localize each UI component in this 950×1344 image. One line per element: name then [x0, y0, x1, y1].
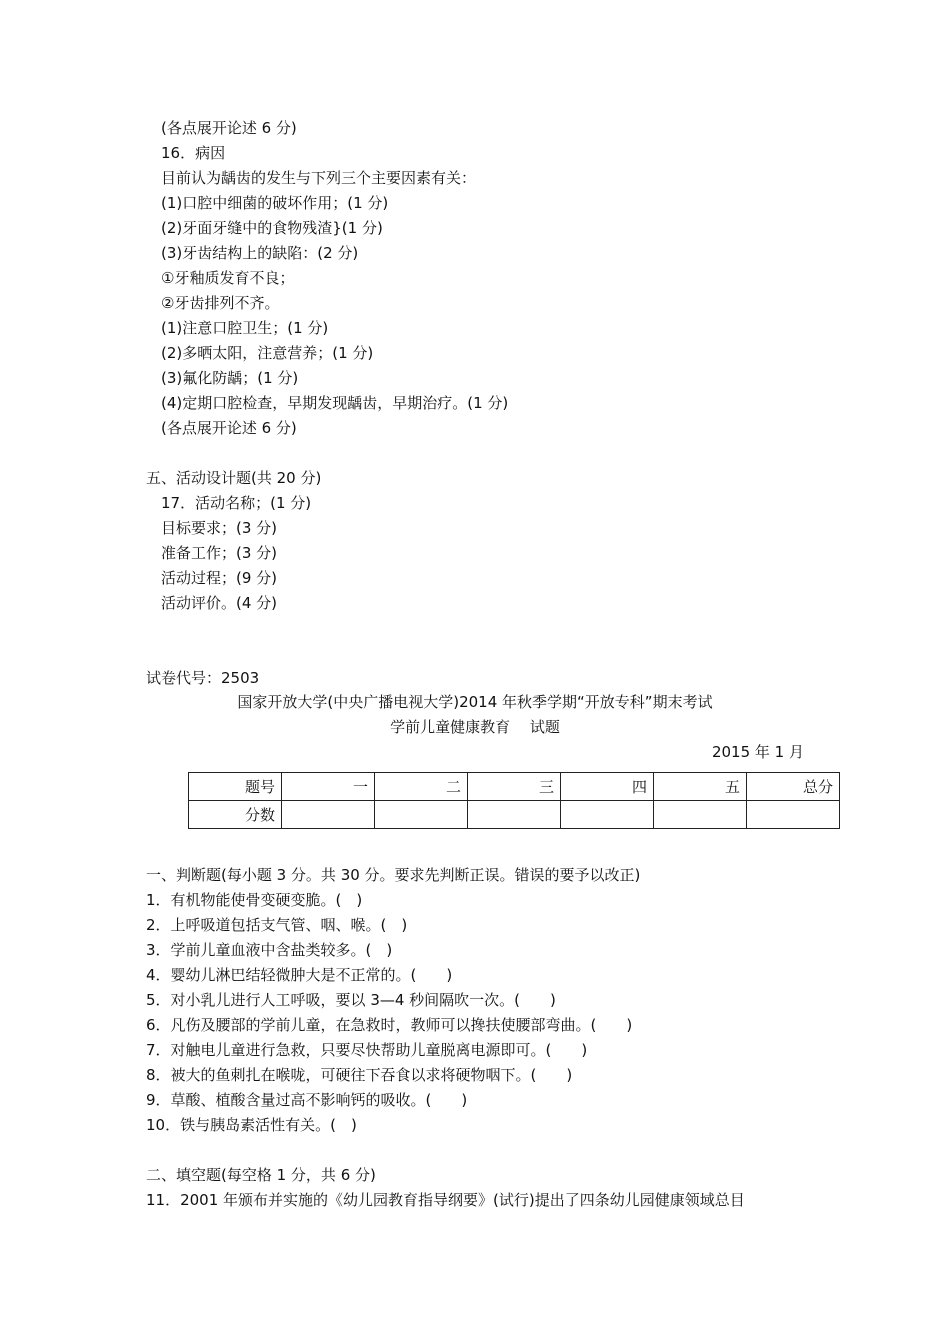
table-row [189, 801, 840, 829]
question-item: 4．婴幼儿淋巴结轻微肿大是不正常的。( ) [146, 966, 453, 984]
question-item: 7．对触电儿童进行急救，只要尽快帮助儿童脱离电源即可。( ) [146, 1041, 588, 1059]
table-cell: 一 [282, 773, 375, 801]
text-line: (3)氟化防龋；(1 分) [161, 369, 299, 387]
section-heading: 五、活动设计题(共 20 分) [146, 469, 322, 487]
text-line: ①牙釉质发育不良； [161, 269, 295, 287]
text-line: (1)口腔中细菌的破坏作用；(1 分) [161, 194, 389, 212]
text-line: (1)注意口腔卫生；(1 分) [161, 319, 329, 337]
question-item: 6．凡伤及腰部的学前儿童，在急救时，教师可以搀扶使腰部弯曲。( ) [146, 1016, 633, 1034]
table-cell: 五 [654, 773, 747, 801]
question-item: 8．被大的鱼刺扎在喉咙，可硬往下吞食以求将硬物咽下。( ) [146, 1066, 573, 1084]
table-cell[interactable] [375, 801, 468, 829]
text-line: 目前认为龋齿的发生与下列三个主要因素有关： [161, 169, 477, 187]
question-item: 9．草酸、植酸含量过高不影响钙的吸收。( ) [146, 1091, 468, 1109]
table-cell: 总分 [747, 773, 840, 801]
text-line: 16．病因 [161, 144, 226, 162]
question-item: 5．对小乳儿进行人工呼吸，要以 3—4 秒间隔吹一次。( ) [146, 991, 556, 1009]
question-item: 3．学前儿童血液中含盐类较多。( ) [146, 941, 393, 959]
question-item: 1．有机物能使骨变硬变脆。( ) [146, 891, 363, 909]
exam-title: 学前儿童健康教育 试题 [390, 718, 560, 736]
text-line: (3)牙齿结构上的缺陷：(2 分) [161, 244, 359, 262]
table-cell: 二 [375, 773, 468, 801]
question-item: 2．上呼吸道包括支气管、咽、喉。( ) [146, 916, 408, 934]
text-line: (各点展开论述 6 分) [161, 419, 297, 437]
text-line: (4)定期口腔检查，早期发现龋齿，早期治疗。(1 分) [161, 394, 509, 412]
text-line: 准备工作；(3 分) [161, 544, 278, 562]
text-line: 17．活动名称；(1 分) [161, 494, 312, 512]
section-heading: 一、判断题(每小题 3 分。共 30 分。要求先判断正误。错误的要予以改正) [146, 866, 641, 884]
text-line: 目标要求；(3 分) [161, 519, 278, 537]
exam-institution: 国家开放大学(中央广播电视大学)2014 年秋季学期“开放专科”期末考试 [237, 693, 713, 711]
table-cell: 分数 [189, 801, 282, 829]
table-cell[interactable] [561, 801, 654, 829]
text-line: ②牙齿排列不齐。 [161, 294, 280, 312]
table-cell[interactable] [654, 801, 747, 829]
table-cell[interactable] [747, 801, 840, 829]
score-table [188, 772, 840, 829]
text-line: (各点展开论述 6 分) [161, 119, 297, 137]
table-cell: 三 [468, 773, 561, 801]
text-line: 活动评价。(4 分) [161, 594, 278, 612]
table-cell: 题号 [189, 773, 282, 801]
table-cell: 四 [561, 773, 654, 801]
text-line: 活动过程；(9 分) [161, 569, 278, 587]
exam-date: 2015 年 1 月 [711, 743, 804, 761]
table-cell[interactable] [282, 801, 375, 829]
table-row [189, 773, 840, 801]
question-item: 11．2001 年颁布并实施的《幼儿园教育指导纲要》(试行)提出了四条幼儿园健康领域总目 [146, 1191, 745, 1209]
text-line: (2)多晒太阳，注意营养；(1 分) [161, 344, 374, 362]
text-line: (2)牙面牙缝中的食物残渣}(1 分) [161, 219, 383, 237]
table-cell[interactable] [468, 801, 561, 829]
exam-code: 试卷代号：2503 [146, 669, 260, 687]
section-heading: 二、填空题(每空格 1 分，共 6 分) [146, 1166, 376, 1184]
question-item: 10．铁与胰岛素活性有关。( ) [146, 1116, 357, 1134]
